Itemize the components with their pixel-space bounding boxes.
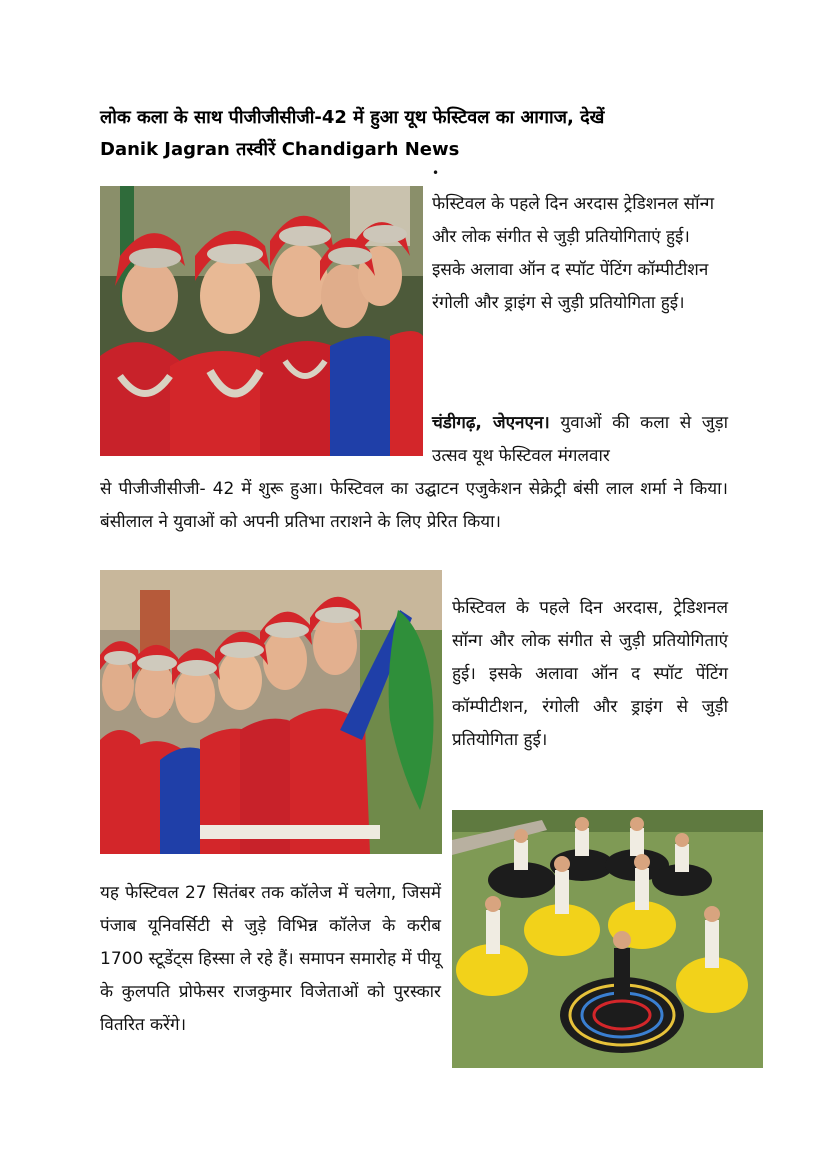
photo-red-dancers-image xyxy=(100,186,423,456)
bullet-marker: • xyxy=(432,166,440,180)
article-title xyxy=(100,102,730,166)
intro-side-text: युवाओं की कला से जुड़ा उत्सव यूथ फेस्टिवल मंगलवार xyxy=(432,413,728,466)
photo-lawn-dancers-image xyxy=(452,810,763,1068)
photo-lawn-dancers xyxy=(452,810,763,1068)
photo-red-dancers xyxy=(100,186,423,456)
intro-full: से पीजीजीसीजी- 42 में शुरू हुआ। फेस्टिवल का उद्घाटन एजुकेशन सेक्रेट्री बंसी लाल शर्मा ने किया। बंसीलाल ने युवाओं को अपनी प्रतिभा तराशने के लिए प्रेरित किया। xyxy=(100,479,728,532)
intro-side xyxy=(432,407,728,473)
article-title-line-2: Danik Jagran तस्वीरें Chandigarh News xyxy=(100,139,460,160)
caption-middle: फेस्टिवल के पहले दिन अरदास, ट्रेडिशनल सॉन्ग और लोक संगीत से जुड़ी प्रतियोगिताएं हुई। इसके अलावा ऑन द स्पॉट पेंटिंग कॉम्पीटीशन, रंगोली और ड्राइंग से जुड़ी प्रतियोगिता हुई। xyxy=(452,598,728,750)
photo-dancers-green-cloth-image xyxy=(100,570,442,854)
article-title-line-1: लोक कला के साथ पीजीजीसीजी-42 में हुआ यूथ फेस्टिवल का आगाज, देखें xyxy=(100,107,605,128)
dateline: चंडीगढ़, जेएनएन। xyxy=(432,413,550,433)
caption-top: फेस्टिवल के पहले दिन अरदास ट्रेडिशनल सॉन्ग और लोक संगीत से जुड़ी प्रतियोगिताएं हुई। इसके अलावा ऑन द स्पॉट पेंटिंग कॉम्पीटीशन रंगोली और ड्राइंग से जुड़ी प्रतियोगिता हुई। xyxy=(432,194,715,313)
photo-dancers-green-cloth xyxy=(100,570,442,854)
closing-paragraph: यह फेस्टिवल 27 सितंबर तक कॉलेज में चलेगा, जिसमें पंजाब यूनिवर्सिटी से जुड़े विभिन्न कॉलेज के करीब 1700 स्टूडेंट्स हिस्सा ले रहे हैं। समापन समारोह में पीयू के कुलपति प्रोफेसर राजकुमार विजेताओं को पुरस्कार वितरित करेंगे। xyxy=(100,883,441,1035)
